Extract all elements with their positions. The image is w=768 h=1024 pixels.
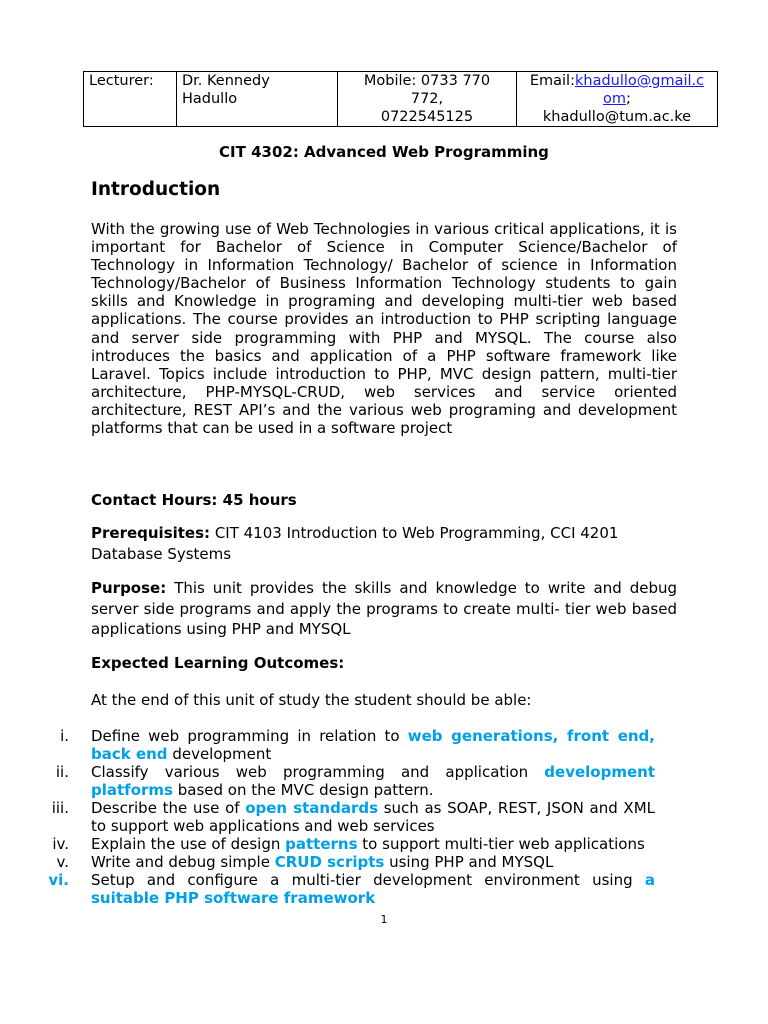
lecturer-name-line2: Hadullo (182, 91, 238, 107)
course-title: CIT 4302: Advanced Web Programming (219, 143, 549, 161)
outcome-line (0, 835, 768, 853)
mobile-cell (338, 72, 517, 127)
outcome-text-part: to support web applications and web services (91, 817, 435, 835)
purpose-label: Purpose: (91, 579, 167, 597)
outcome-number (0, 817, 91, 835)
lecturer-label: Lecturer: (89, 73, 154, 89)
contact-hours-text: Contact Hours: 45 hours (91, 491, 297, 509)
purpose-text: This unit provides the skills and knowledge to write and debug server side programs and apply the programs to create multi- tier web based applications using PHP and MYSQL (91, 579, 677, 638)
outcome-line (0, 853, 768, 871)
outcome-highlight: development (544, 763, 655, 781)
introduction-heading: Introduction (91, 179, 221, 200)
outcome-line (0, 781, 768, 799)
lecturer-name-line1: Dr. Kennedy (182, 73, 270, 89)
outcome-number: vi. (48, 871, 69, 889)
outcome-text-part: Setup and configure a multi-tier development environment using (91, 871, 645, 889)
prerequisites-label: Prerequisites: (91, 524, 211, 542)
outcome-text (91, 763, 655, 781)
outcome-number (0, 781, 91, 799)
outcome-line (0, 745, 768, 763)
outcome-text-part: Define web programming in relation to (91, 727, 408, 745)
outcome-number: iv. (52, 835, 69, 853)
outcome-highlight: suitable PHP software framework (91, 889, 376, 907)
outcomes-heading-text: Expected Learning Outcomes: (91, 654, 345, 672)
outcome-text (91, 727, 655, 745)
learning-outcomes-list (0, 727, 768, 907)
outcome-line (0, 871, 768, 889)
introduction-body: With the growing use of Web Technologies in various critical applications, it is important for Bachelor of Science in Computer Science/Bachelor of Technology in Information Technology/ Bachelor of science in Information Technology/Bachelor of Business Information Technology students to gain skills and Knowledge in programing and developing multi-tier web based applications. The course provides an introduction to PHP scripting language and server side programming with PHP and MYSQL. The course also introduces the basics and application of a PHP software framework like Laravel. Topics include introduction to PHP, MVC design pattern, multi-tier architecture, PHP-MYSQL-CRUD, web services and service oriented architecture, REST API’s and the various web programing and development platforms that can be used in a software project (91, 220, 677, 438)
lecturer-info-table (83, 71, 718, 127)
outcome-text-part: Classify various web programming and application (91, 763, 545, 781)
outcome-line (0, 817, 768, 835)
lecturer-label-cell (84, 72, 177, 127)
outcome-text (91, 871, 655, 889)
outcome-highlight: patterns (285, 835, 358, 853)
mobile-line1: Mobile: 0733 770 (363, 73, 491, 89)
outcomes-heading (91, 653, 677, 674)
prerequisites-paragraph (91, 523, 677, 564)
email-link-part1: khadullo@gmail.c (574, 73, 705, 89)
outcome-highlight: platforms (91, 781, 173, 799)
email-link-part2: om (603, 91, 627, 107)
outcome-text-part: using PHP and MYSQL (384, 853, 554, 871)
outcome-text-part: development (167, 745, 272, 763)
outcome-number: i. (60, 727, 69, 745)
email-tum: khadullo@tum.ac.ke (542, 109, 692, 125)
outcome-text (91, 889, 655, 907)
outcome-highlight: back end (91, 745, 168, 763)
outcome-text (91, 745, 655, 763)
outcome-text (91, 799, 655, 817)
outcome-text-part: Explain the use of design (91, 835, 286, 853)
email-cell (517, 72, 718, 127)
email-label: Email: (529, 73, 575, 89)
outcome-line (0, 763, 768, 781)
outcome-text (91, 853, 655, 871)
outcome-highlight: open standards (245, 799, 379, 817)
outcome-line (0, 889, 768, 907)
outcome-number: v. (56, 853, 69, 871)
page-number: 1 (380, 913, 388, 926)
outcome-text-part: Write and debug simple (91, 853, 275, 871)
outcome-text-part: Describe the use of (91, 799, 246, 817)
outcome-highlight: CRUD scripts (274, 853, 385, 871)
mobile-line3: 0722545125 (380, 109, 474, 125)
outcome-number (0, 745, 91, 763)
outcome-line (0, 799, 768, 817)
outcome-line (0, 727, 768, 745)
outcome-text (91, 835, 655, 853)
outcome-number: ii. (55, 763, 69, 781)
outcome-highlight: web generations, front end, (407, 727, 655, 745)
outcome-text-part: based on the MVC design pattern. (172, 781, 434, 799)
outcome-number: iii. (51, 799, 69, 817)
prerequisites-text: CIT 4103 Introduction to Web Programming, CCI 4201 Database Systems (91, 524, 619, 563)
outcome-number (0, 889, 91, 907)
lecturer-name-cell (177, 72, 338, 127)
outcome-text-part: to support multi-tier web applications (357, 835, 645, 853)
outcome-text (91, 781, 655, 799)
outcomes-intro: At the end of this unit of study the student should be able: (91, 691, 532, 709)
mobile-line2: 772, (410, 91, 444, 107)
email-link-gmail[interactable] (575, 73, 704, 107)
email-separator: ; (626, 91, 631, 107)
outcome-text-part: such as SOAP, REST, JSON and XML (378, 799, 656, 817)
outcome-text (91, 817, 655, 835)
contact-hours (91, 490, 677, 511)
outcome-highlight: a (644, 871, 655, 889)
purpose-paragraph (91, 578, 677, 640)
